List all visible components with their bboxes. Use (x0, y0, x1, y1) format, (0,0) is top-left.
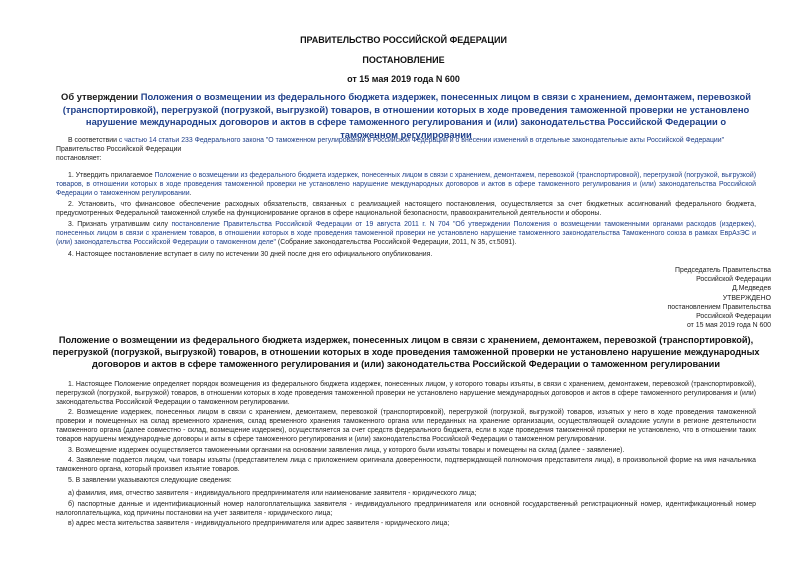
item-3-link[interactable]: постановление Правительства Российской Федерации от 19 августа 2011 г. N 704 "Об утверждении Положения о возмещении таможенными органами расходов (издержек), понесенных лицом в связи с хранением товаров, в отношении которых в ходе проведения таможенной проверки не установлено нарушение таможенного законодательства Таможенного союза в рамках ЕврАзЭС и (или) законодательства Российской Федерации о таможенном деле" (56, 221, 756, 247)
regulation-p4 (56, 456, 756, 474)
preamble-start: В соответствии (68, 137, 119, 144)
regulation-p3 (56, 446, 756, 455)
document-type-heading: ПОСТАНОВЛЕНИЕ (362, 55, 445, 65)
signature-line-1: Председатель Правительства (675, 267, 771, 274)
title-link[interactable]: Положения о возмещении из федерального бюджета издержек, понесенных лицом в связи с хранением, демонтажем, перевозкой (транспортировкой), перегрузкой (погрузкой, выгрузкой) товаров, в отношении которых в ходе проведения таможенной проверки не установлено нарушение международных договоров и актов в сфере таможенного регулирования и (или) законодательства Российской Федерации о таможенном регулировании (62, 91, 751, 140)
item-1-prefix: 1. Утвердить прилагаемое (68, 172, 155, 179)
regulation-p1-text: 1. Настоящее Положение определяет порядок возмещения из федерального бюджета издержек, понесенных лицом, у которого товары изъяты, в связи с хранением, демонтажем, перевозкой (транспортировкой), перегрузкой (погрузкой, выгрузкой) товаров, в отношении которых в ходе проведения таможенной проверки не установлено нарушение международных договоров и актов в сфере таможенного регулирования и (или) законодательства Российской Федерации о таможенном регулировании. (56, 381, 756, 407)
regulation-p4-text: 4. Заявление подается лицом, чьи товары изъяты (представителем лица с приложением оригинала доверенности, подтверждающей полномочия представителя лица), в произвольной форме на имя начальника таможенного органа, который произвел изъятие товаров. (56, 457, 756, 474)
item-1-suffix: . (189, 190, 192, 198)
item-3-suffix: (Собрание законодательства Российской Федерации, 2011, N 35, ст.5091). (276, 239, 517, 247)
regulation-pv-text: в) адрес места жительства заявителя - индивидуального предпринимателя или адрес заявителя - юридического лица; (68, 520, 450, 527)
preamble-block (56, 136, 756, 163)
item-4-text: 4. Настоящее постановление вступает в силу по истечении 30 дней после дня его официального опубликования. (68, 251, 433, 258)
preamble-government: Правительство Российской Федерации (56, 146, 182, 154)
approved-line-2: постановлением Правительства (667, 303, 771, 311)
preamble-text (56, 136, 756, 145)
regulation-pb (56, 500, 756, 518)
regulation-pb-text: б) паспортные данные и идентификационный номер налогоплательщика заявителя - индивидуального предпринимателя или основной государственный регистрационный номер, идентификационный номер налогоплательщика, код причины постановки на учет заявителя - юридического лица; (56, 501, 756, 518)
document-title (56, 91, 756, 141)
regulation-p2 (56, 408, 756, 444)
regulation-p2-text: 2. Возмещение издержек, понесенных лицом в связи с хранением, демонтажем, перевозкой (транспортировкой), перегрузкой (погрузкой, выгрузкой) товаров, изъятых у него в ходе проведения таможенной проверки и помещенных на склад временного хранения, склад временного хранения таможенного органа или переданных на хранение организации, осуществляющей складские услуги в регионе деятельности таможенного органа (далее совместно - склад, возмещение издержек), осуществляется за счет средств федерального бюджета, если в ходе проведения таможенной проверки не установлено, что в отношении таких товаров нарушены международные договоры и акты в сфере таможенного регулирования и (или) законодательства Российской Федерации о таможенном регулировании. (56, 409, 756, 444)
signature-block (571, 266, 771, 330)
regulation-p5-text: 5. В заявлении указываются следующие сведения: (68, 477, 232, 484)
regulation-p5 (56, 476, 756, 485)
signature-line-2: Российской Федерации (696, 276, 771, 284)
approved-line-1: УТВЕРЖДЕНО (722, 294, 771, 302)
government-heading: ПРАВИТЕЛЬСТВО РОССИЙСКОЙ ФЕДЕРАЦИИ (300, 35, 507, 45)
regulation-pv (56, 519, 756, 528)
item-2 (56, 200, 756, 218)
preamble-decrees: постановляет: (56, 155, 102, 163)
item-1-link[interactable]: Положение о возмещении из федерального бюджета издержек, понесенных лицом в связи с хранением, демонтажем, перевозкой (транспортировкой), перегрузкой (погрузкой, выгрузкой) товаров, в отношении которых в ходе проведения таможенной проверки не установлено нарушение международных договоров и актов в сфере таможенного регулирования и (или) законодательства Российской Федерации о таможенном регулировании (56, 172, 756, 198)
regulation-title: Положение о возмещении из федерального бюджета издержек, понесенных лицом в связи с хранением, демонтажем, перевозкой (транспортировкой), перегрузкой (погрузкой, выгрузкой) товаров, в отношении которых в ходе проведения таможенной проверки не установлено нарушение международных договоров и актов в сфере таможенного регулирования и (или) законодательства Российской Федерации о таможенном регулировании (52, 335, 760, 369)
regulation-pa (56, 489, 756, 498)
item-3-prefix: 3. Признать утратившим силу (68, 221, 172, 228)
regulation-p3-text: 3. Возмещение издержек осуществляется таможенными органами на основании заявления лица, у которого были изъяты товары и помещены на склад (далее - заявление). (68, 447, 625, 454)
date-number-heading: от 15 мая 2019 года N 600 (347, 74, 460, 84)
approved-line-4: от 15 мая 2019 года N 600 (687, 322, 771, 330)
preamble-law-link[interactable]: с частью 14 статьи 233 Федерального закона "О таможенном регулировании в Российской Федерации и о внесении изменений в отдельные законодательные акты Российской Федерации" (118, 137, 725, 144)
regulation-pa-text: а) фамилия, имя, отчество заявителя - индивидуального предпринимателя или наименование заявителя - юридического лица; (68, 490, 477, 497)
item-1 (56, 171, 756, 198)
item-3 (56, 220, 756, 247)
item-4 (56, 250, 756, 259)
item-2-text: 2. Установить, что финансовое обеспечение расходных обязательств, связанных с реализацией настоящего постановления, осуществляется за счет бюджетных ассигнований федерального бюджета, предусмотренных Федеральной таможенной службе на функционирование органов в сфере национальной безопасности, правоохранительной деятельности и обороны. (56, 201, 756, 218)
approved-line-3: Российской Федерации (696, 313, 771, 321)
signature-line-3: Д.Медведев (732, 285, 771, 293)
regulation-p1 (56, 380, 756, 407)
title-prefix: Об утверждении (61, 91, 141, 102)
